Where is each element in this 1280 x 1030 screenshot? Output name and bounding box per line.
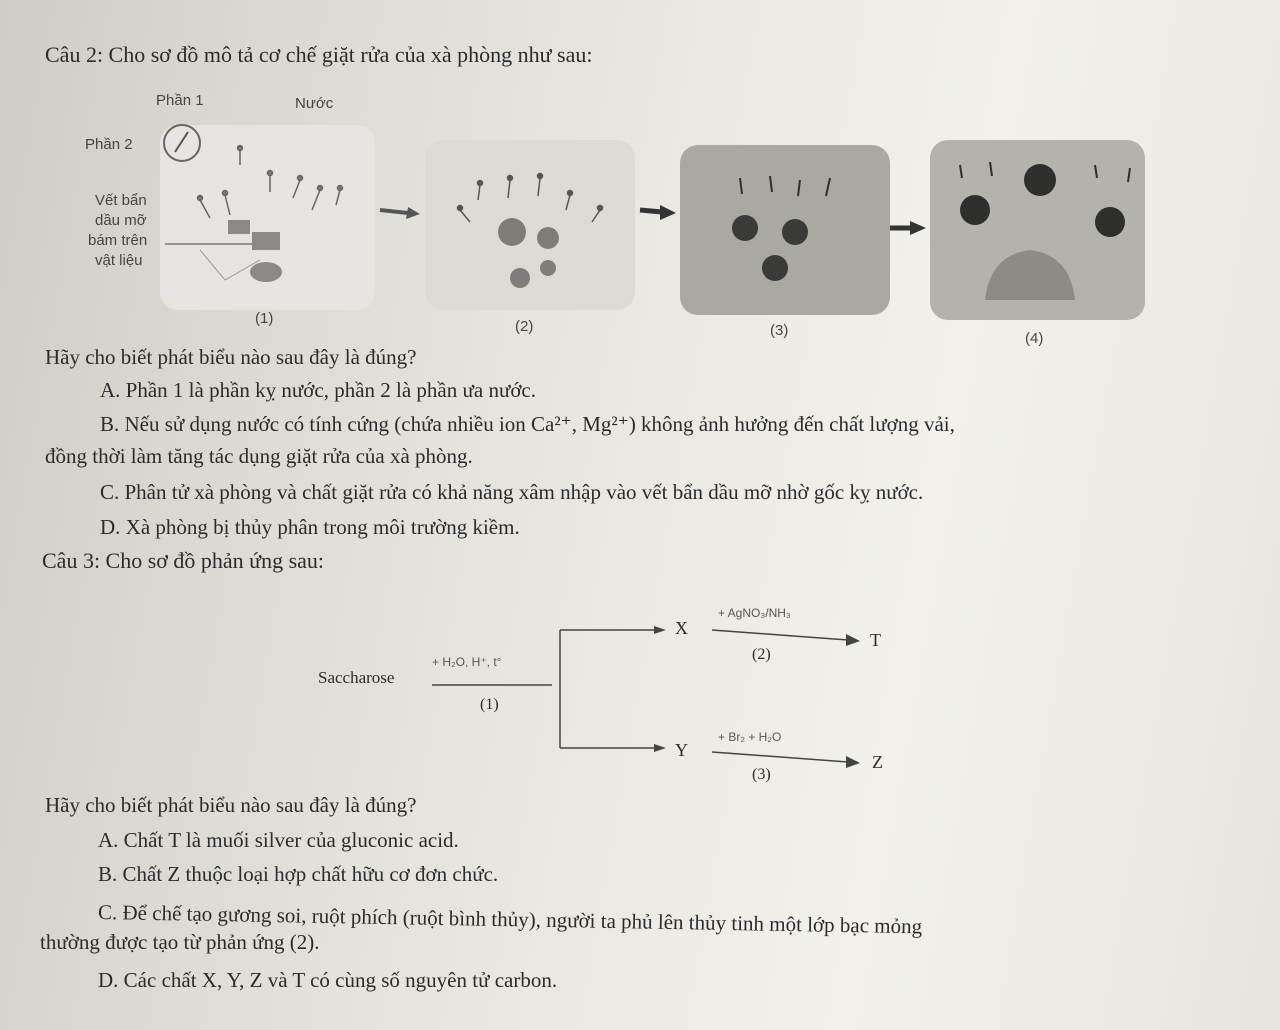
reaction2-label: (2) — [752, 646, 771, 663]
q3-option-a: A. Chất T là muối silver của gluconic acid. — [98, 828, 459, 852]
q3-option-b: B. Chất Z thuộc loại hợp chất hữu cơ đơn chức. — [98, 862, 499, 886]
reaction1-reagent: + H₂O, H⁺, t° — [432, 655, 502, 669]
part2-label: Phần 2 — [85, 136, 133, 153]
stage-label-3: (3) — [770, 322, 789, 339]
reaction1-label: (1) — [480, 696, 499, 713]
q2-prompt: Hãy cho biết phát biểu nào sau đây là đúng? — [45, 345, 417, 369]
water-label: Nước — [295, 95, 334, 112]
cleaned-surface — [985, 250, 1075, 300]
q3-title: Câu 3: Cho sơ đồ phản ứng sau: — [42, 548, 325, 573]
stain-label-3: bám trên — [88, 232, 148, 249]
q3-option-c-line2: thường được tạo từ phản ứng (2). — [40, 930, 320, 954]
arrow-icon — [380, 210, 408, 213]
q2-option-a: A. Phần 1 là phần kỵ nước, phần 2 là phần ưa nước. — [100, 378, 537, 402]
q3-prompt: Hãy cho biết phát biểu nào sau đây là đúng? — [45, 793, 417, 817]
part1-label: Phần 1 — [156, 92, 204, 109]
stain-label-1: Vết bẩn — [95, 192, 147, 209]
reaction3-reagent: + Br₂ + H₂O — [718, 730, 782, 744]
q2-option-d: D. Xà phòng bị thủy phân trong môi trường kiềm. — [100, 515, 520, 539]
q3-option-c-line1: C. Để chế tạo gương soi, ruột phích (ruột bình thủy), người ta phủ lên thủy tinh một lớp bạc mỏng — [97, 900, 923, 939]
q2-option-b-line1: B. Nếu sử dụng nước có tính cứng (chứa nhiều ion Ca²⁺, Mg²⁺) không ảnh hưởng đến chất lượng vải, — [100, 412, 955, 436]
stage-label-1: (1) — [255, 310, 274, 327]
product-y: Y — [675, 740, 688, 760]
stage-label-2: (2) — [515, 318, 534, 335]
reaction-arrow-2 — [712, 630, 848, 640]
q2-option-c: C. Phân tử xà phòng và chất giặt rửa có khả năng xâm nhập vào vết bẩn dầu mỡ nhờ gốc kỵ nước. — [100, 480, 924, 504]
reaction2-reagent: + AgNO₃/NH₃ — [718, 606, 791, 620]
q2-title: Câu 2: Cho sơ đồ mô tả cơ chế giặt rửa của xà phòng như sau: — [45, 42, 593, 67]
q3-option-d: D. Các chất X, Y, Z và T có cùng số nguyên tử carbon. — [98, 968, 558, 992]
saccharose-label: Saccharose — [318, 668, 395, 687]
q2-option-b-line2: đồng thời làm tăng tác dụng giặt rửa của xà phòng. — [45, 444, 473, 468]
product-z: Z — [872, 752, 883, 772]
grease-stain — [250, 262, 282, 282]
product-t: T — [870, 630, 881, 650]
stage-label-4: (4) — [1025, 330, 1044, 347]
stain-label-4: vật liệu — [95, 252, 143, 269]
stain-label-2: dầu mỡ — [95, 212, 147, 229]
reaction3-label: (3) — [752, 766, 771, 783]
product-x: X — [675, 618, 688, 638]
reaction-arrow-3 — [712, 752, 848, 762]
